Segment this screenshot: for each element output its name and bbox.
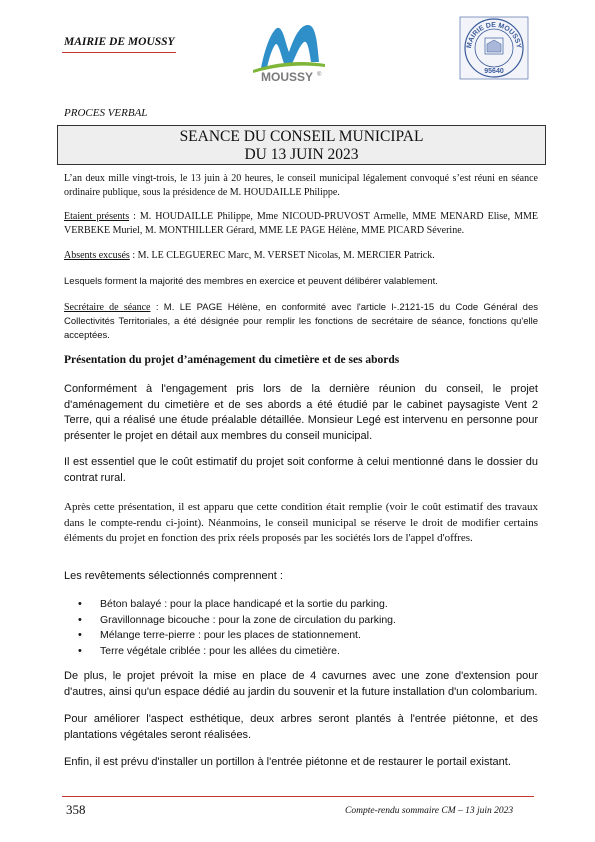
intro-paragraph: L’an deux mille vingt-trois, le 13 juin à 20 heures, le conseil municipal légalement convoqué s’est réuni en séance ordinaire publique, sous la présidence de M. HOUDAILLE Philippe. xyxy=(64,173,538,199)
paragraph-project: Conformément à l'engagement pris lors de la dernière réunion du conseil, le projet d'aménagement du cimetière et de ses abords a été étudié par le cabinet paysagiste Vent 2 Terre, qui a réalisé une étude préalable détaillée. Monsieur Legé est intervenu en personne pour présenter le projet en détail aux membres du conseil municipal. xyxy=(64,383,538,442)
seal-top-text: MAIRIE DE MOUSSY xyxy=(465,21,522,49)
list-item: • Gravillonnage bicouche : pour la zone de circulation du parking. xyxy=(76,613,516,629)
document-type: PROCES VERBAL xyxy=(64,107,148,119)
title-line-1: SEANCE DU CONSEIL MUNICIPAL xyxy=(179,128,424,145)
paragraph-gate: Enfin, il est prévu d'installer un portillon à l'entrée piétonne et de restaurer le portail existant. xyxy=(64,756,511,768)
mairie-heading: MAIRIE DE MOUSSY xyxy=(64,36,175,48)
paragraph-cavurnes: De plus, le projet prévoit la mise en place de 4 cavurnes avec une zone d'extension pour d'autres, ainsi qu'un espace dédié au jardin du souvenir et la future installation d'un colombarium. xyxy=(64,670,538,698)
list-item: • Mélange terre-pierre : pour les places de stationnement. xyxy=(76,628,516,644)
municipal-seal xyxy=(459,16,529,80)
title-line-2: DU 13 JUIN 2023 xyxy=(244,146,359,163)
seal-bottom-text: 95640 xyxy=(484,68,504,75)
presents-label: Etaient présents xyxy=(64,211,130,222)
presents-text: : M. HOUDAILLE Philippe, Mme NICOUD-PRUVOST Armelle, MME MENARD Elise, MME VERBEKE Muriel, M. MONTHILLER Gérard, MME LE PAGE Hélène, MME PICARD Séverine. xyxy=(64,211,538,237)
surfaces-list xyxy=(76,597,516,659)
paragraph-surfaces-intro: Les revêtements sélectionnés comprennent : xyxy=(64,570,283,582)
paragraph-trees: Pour améliorer l'aspect esthétique, deux arbres seront plantés à l'entrée piétonne, et des plantations végétales seront réalisées. xyxy=(64,713,538,741)
moussy-logo-mark xyxy=(247,18,329,82)
logo-text: MOUSSY xyxy=(261,70,314,82)
title-box xyxy=(57,125,546,165)
majority-paragraph: Lesquels forment la majorité des membres en exercice et peuvent délibérer valablement. xyxy=(64,276,438,287)
secretary-text: : M. LE PAGE Hélène, en conformité avec l'article l-.2121-15 du Code Général des Collectivités Territoriales, a été désignée pour remplir les fonctions de secrétaire de séance, fonctions qu'elle acceptées. xyxy=(64,302,538,342)
list-item: • Terre végétale criblée : pour les allées du cimetière. xyxy=(76,644,516,660)
moussy-logo xyxy=(247,18,329,82)
header-rule xyxy=(62,52,176,53)
footer-rule xyxy=(62,796,534,797)
absents-paragraph xyxy=(64,249,538,263)
presents-paragraph xyxy=(64,210,538,238)
absents-label: Absents excusés xyxy=(64,250,130,261)
logo-trademark: ® xyxy=(317,72,322,78)
secretary-label: Secrétaire de séance xyxy=(64,302,151,313)
paragraph-presentation: Après cette présentation, il est apparu que cette condition était remplie (voir le coût estimatif des travaux dans le compte-rendu ci-joint). Néanmoins, le conseil municipal se réserve le droit de modifier certains éléments du projet en fonction des prix réels proposés par les sociétés lors de l'appel d'offres. xyxy=(64,501,538,544)
secretary-paragraph xyxy=(64,301,538,344)
paragraph-cost: Il est essentiel que le coût estimatif du projet soit conforme à celui mentionné dans le dossier du contrat rural. xyxy=(64,456,538,484)
list-item: • Béton balayé : pour la place handicapé et la sortie du parking. xyxy=(76,597,516,613)
page-number: 358 xyxy=(66,802,86,817)
footer-caption: Compte-rendu sommaire CM – 13 juin 2023 xyxy=(345,806,514,816)
section-heading: Présentation du projet d’aménagement du cimetière et de ses abords xyxy=(64,354,400,366)
absents-text: : M. LE CLEGUEREC Marc, M. VERSET Nicolas, M. MERCIER Patrick. xyxy=(129,250,435,261)
seal-stamp xyxy=(459,16,529,80)
